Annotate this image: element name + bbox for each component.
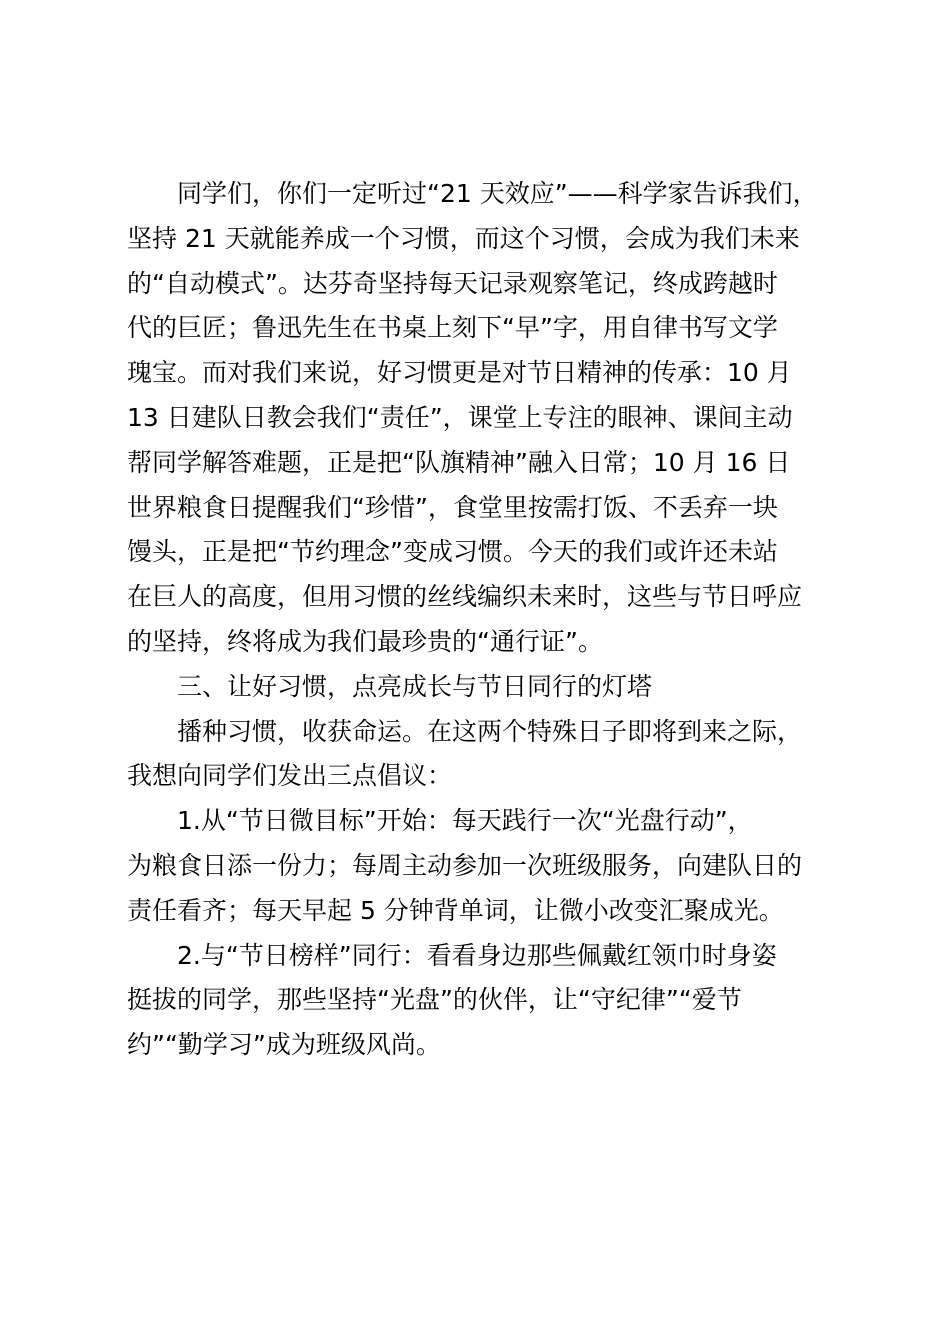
- text-line: 世界粮食日提醒我们“珍惜”，食堂里按需打饭、不丢弃一块: [127, 492, 778, 522]
- text-line: 我想向同学们发出三点倡议：: [127, 761, 453, 791]
- text-line: 1.从“节日微目标”开始：每天践行一次“光盘行动”，: [177, 806, 753, 836]
- text-line: 同学们，你们一定听过“21 天效应”——科学家告诉我们，: [177, 179, 818, 208]
- text-line: 2.与“节日榜样”同行：看看身边那些佩戴红领巾时身姿: [177, 940, 777, 970]
- text-line: 约”“勤学习”成为班级风尚。: [127, 1030, 441, 1060]
- text-line: 坚持 21 天就能养成一个习惯，而这个习惯，会成为我们未来: [127, 223, 800, 253]
- text-line: 的“自动模式”。达芬奇坚持每天记录观察笔记，终成跨越时: [127, 268, 778, 298]
- text-line: 三、让好习惯，点亮成长与节日同行的灯塔: [177, 671, 653, 701]
- text-line: 为粮食日添一份力；每周主动参加一次班级服务，向建队日的: [127, 850, 803, 880]
- text-line: 挺拔的同学，那些坚持“光盘”的伙伴，让“守纪律”“爱节: [127, 985, 742, 1015]
- text-line: 播种习惯，收获命运。在这两个特殊日子即将到来之际，: [177, 716, 803, 746]
- text-line: 责任看齐；每天早起 5 分钟背单词，让微小改变汇聚成光。: [127, 895, 784, 925]
- text-line: 代的巨匠；鲁迅先生在书桌上刻下“早”字，用自律书写文学: [127, 313, 778, 343]
- text-line: 的坚持，终将成为我们最珍贵的“通行证”。: [127, 626, 603, 656]
- text-line: 馒头，正是把“节约理念”变成习惯。今天的我们或许还未站: [127, 537, 778, 567]
- text-line: 帮同学解答难题，正是把“队旗精神”融入日常；10 月 16 日: [127, 447, 791, 477]
- document-body: [127, 172, 847, 1068]
- text-line: 瑰宝。而对我们来说，好习惯更是对节日精神的传承：10 月: [127, 358, 792, 388]
- text-line: 在巨人的高度，但用习惯的丝线编织未来时，这些与节日呼应: [127, 582, 803, 612]
- text-line: 13 日建队日教会我们“责任”，课堂上专注的眼神、课间主动: [127, 402, 793, 432]
